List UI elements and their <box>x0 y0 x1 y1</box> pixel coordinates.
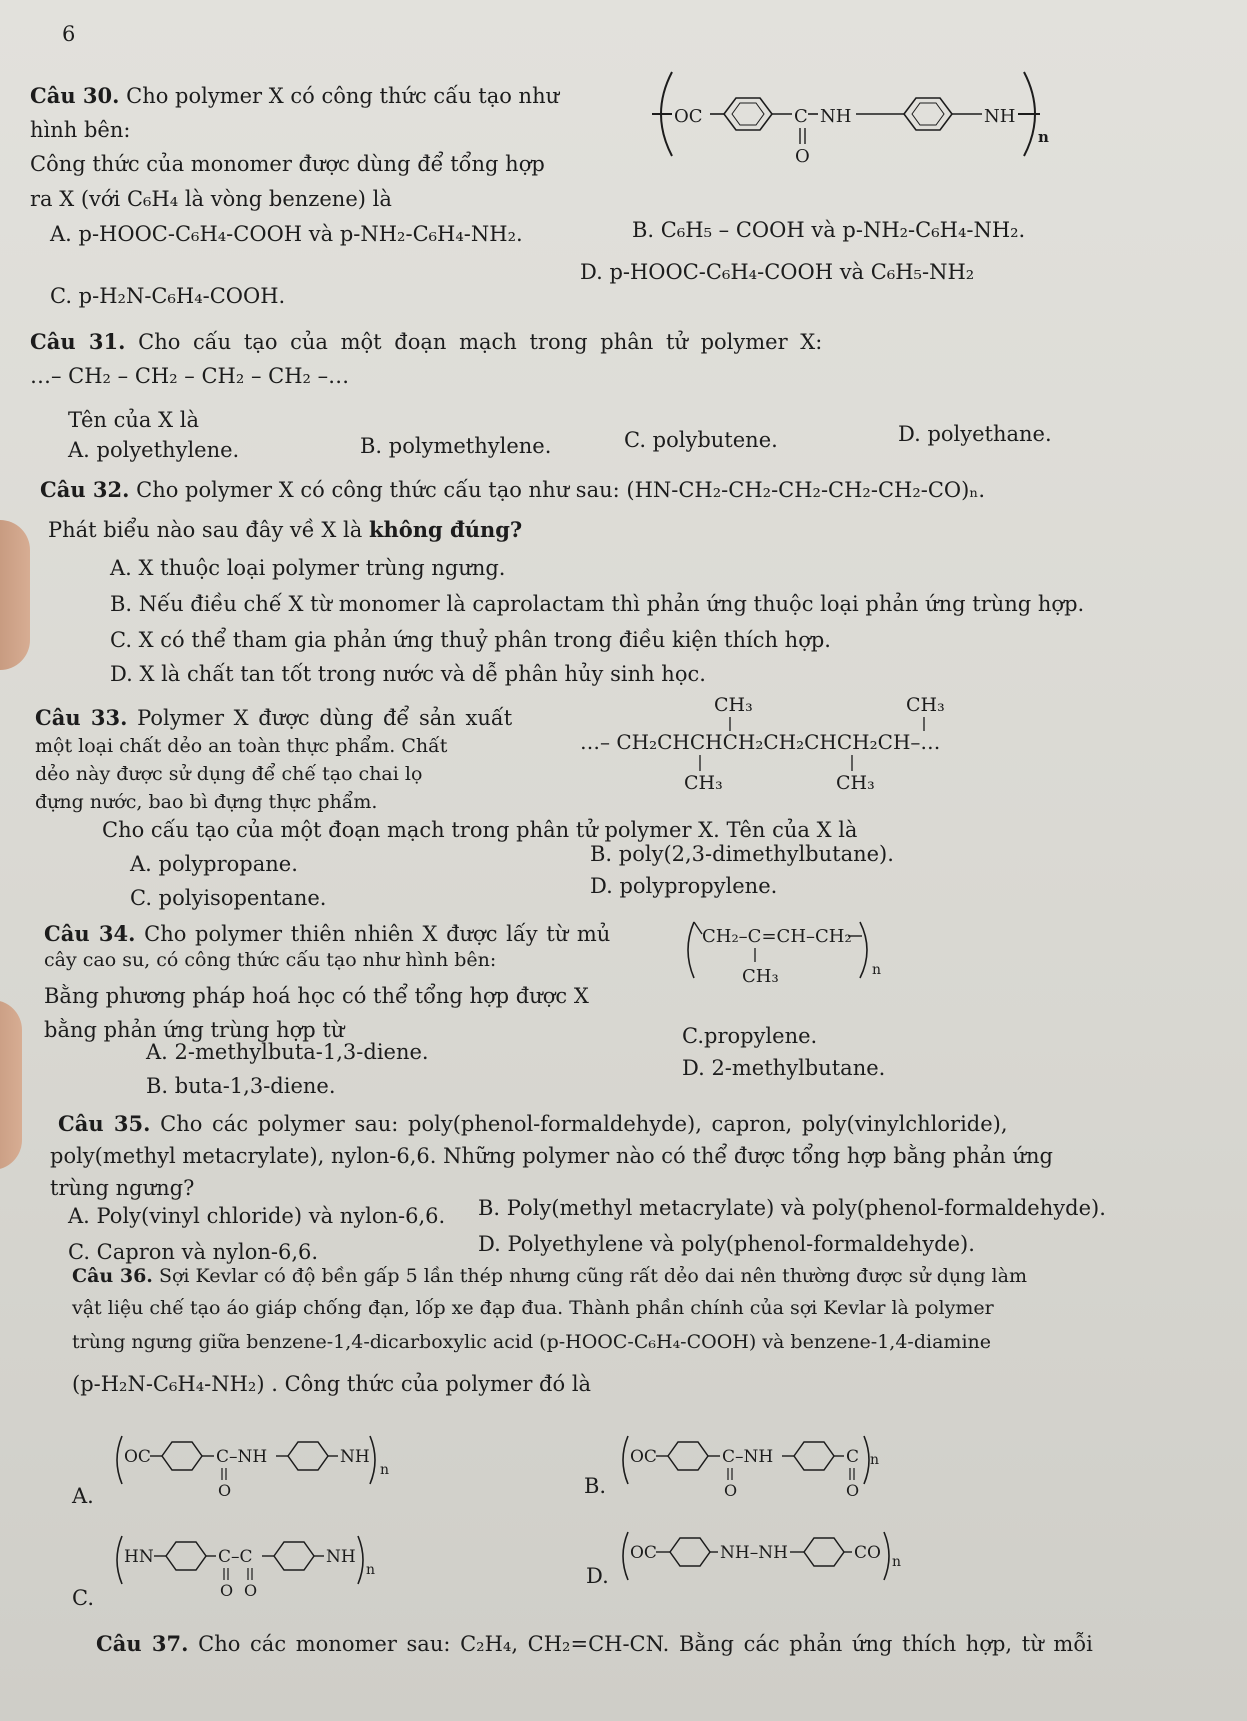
benzene-ring-icon <box>274 1542 314 1570</box>
subscript-n: n <box>892 1554 902 1570</box>
q34-option-d[interactable]: D. 2-methylbutane. <box>682 1056 886 1080</box>
q32-option-d[interactable]: D. X là chất tan tốt trong nước và dễ phân hủy sinh học. <box>110 662 706 686</box>
group-label: OC <box>124 1447 151 1467</box>
q36-option-d-letter[interactable]: D. <box>586 1564 609 1588</box>
formula-q30 <box>642 52 1082 177</box>
q36-option-b-formula[interactable] <box>614 1420 954 1510</box>
formula-q34 <box>680 910 910 1000</box>
q33-option-d[interactable]: D. polypropylene. <box>590 874 778 898</box>
question-31: Câu 31. Cho cấu tạo của một đoạn mạch trong phân tử polymer X: <box>30 329 823 354</box>
q33-option-b[interactable]: B. poly(2,3-dimethylbutane). <box>590 842 894 866</box>
q36-option-b-letter[interactable]: B. <box>584 1474 607 1498</box>
question-30-line1: Câu 30. Cho polymer X có công thức cấu tạo như <box>30 83 560 108</box>
question-34-line1: Câu 34. Cho polymer thiên nhiên X được lấy từ mủ <box>44 921 611 946</box>
question-33-line4: đựng nước, bao bì đựng thực phẩm. <box>35 791 378 813</box>
group-label: HN <box>124 1547 154 1567</box>
carbonyl-o: O <box>220 1581 234 1600</box>
question-34-line3: Bằng phương pháp hoá học có thể tổng hợp được X <box>44 984 589 1008</box>
question-30-line4: ra X (với C₆H₄ là vòng benzene) là <box>30 187 392 211</box>
ch3-label: CH₃ <box>684 772 723 794</box>
q32-option-c[interactable]: C. X có thể tham gia phản ứng thuỷ phân trong điều kiện thích hợp. <box>110 628 831 652</box>
group-label: OC <box>630 1543 657 1563</box>
q35-option-b[interactable]: B. Poly(methyl metacrylate) và poly(phenol-formaldehyde). <box>478 1196 1106 1220</box>
finger <box>0 1000 22 1170</box>
q31-option-d[interactable]: D. polyethane. <box>898 422 1052 446</box>
q31-option-c[interactable]: C. polybutene. <box>624 428 778 452</box>
q33-question: Cho cấu tạo của một đoạn mạch trong phân tử polymer X. Tên của X là <box>102 818 858 842</box>
subscript-n: n <box>872 962 882 978</box>
question-37: Câu 37. Cho các monomer sau: C₂H₄, CH₂=CH-CN. Bằng các phản ứng thích hợp, từ mỗi <box>96 1631 1093 1656</box>
group-label: C–NH <box>722 1447 774 1467</box>
question-36-line3: trùng ngưng giữa benzene-1,4-dicarboxylic acid (p-HOOC-C₆H₄-COOH) và benzene-1,4-diamine <box>72 1331 991 1353</box>
question-33-line2: một loại chất dẻo an toàn thực phẩm. Chất <box>35 735 448 757</box>
ch3-label: CH₃ <box>836 772 875 794</box>
carbonyl-c: C <box>794 106 808 127</box>
group-label: C–C <box>218 1547 253 1567</box>
q36-option-c-letter[interactable]: C. <box>72 1586 94 1610</box>
q34-option-a[interactable]: A. 2-methylbuta-1,3-diene. <box>146 1040 429 1064</box>
q33-option-c[interactable]: C. polyisopentane. <box>130 886 327 910</box>
q31-option-b[interactable]: B. polymethylene. <box>360 434 552 458</box>
group-label: NH <box>340 1447 370 1467</box>
benzene-ring-icon <box>166 1542 206 1570</box>
question-30-line2: hình bên: <box>30 118 131 142</box>
question-35-line2: poly(methyl metacrylate), nylon-6,6. Những polymer nào có thể được tổng hợp bằng phản ứng <box>50 1144 1053 1168</box>
subscript-n: n <box>1038 128 1049 146</box>
subscript-n: n <box>380 1462 390 1478</box>
q30-option-b[interactable]: B. C₆H₅ – COOH và p-NH₂-C₆H₄-NH₂. <box>632 218 1026 242</box>
q31-chain-formula: …– CH₂ – CH₂ – CH₂ – CH₂ –… <box>30 364 350 388</box>
formula-q33 <box>580 685 1000 800</box>
nh-label: NH <box>984 106 1016 127</box>
q32-question: Phát biểu nào sau đây về X là không đúng? <box>48 517 523 542</box>
benzene-ring-icon <box>288 1442 328 1470</box>
finger <box>0 520 30 670</box>
ch3-label: CH₃ <box>906 694 945 716</box>
group-label: NH–NH <box>720 1543 788 1563</box>
q35-option-a[interactable]: A. Poly(vinyl chloride) và nylon-6,6. <box>68 1204 446 1228</box>
group-label: CO <box>854 1543 881 1563</box>
question-36-line2: vật liệu chế tạo áo giáp chống đạn, lốp xe đạp đua. Thành phần chính của sợi Kevlar là polymer <box>72 1297 994 1319</box>
q35-option-d[interactable]: D. Polyethylene và poly(phenol-formaldehyde). <box>478 1232 975 1256</box>
q30-option-c[interactable]: C. p-H₂N-C₆H₄-COOH. <box>50 284 286 308</box>
q32-formula: (HN-CH₂-CH₂-CH₂-CH₂-CH₂-CO)ₙ. <box>626 478 986 502</box>
question-34-line2: cây cao su, có công thức cấu tạo như hình bên: <box>44 949 497 971</box>
question-36-line4: (p-H₂N-C₆H₄-NH₂) . Công thức của polymer đó là <box>72 1372 592 1396</box>
question-33-line3: dẻo này được sử dụng để chế tạo chai lọ <box>35 763 423 785</box>
page-number: 6 <box>62 22 76 46</box>
benzene-ring-icon <box>670 1538 710 1566</box>
group-label: C–NH <box>216 1447 268 1467</box>
question-30-line3: Công thức của monomer được dùng để tổng hợp <box>30 152 545 176</box>
carbonyl-o: O <box>795 146 810 167</box>
carbonyl-o: O <box>218 1481 232 1500</box>
ch3-label: CH₃ <box>714 694 753 716</box>
nh-label: NH <box>820 106 852 127</box>
question-33-line1: Câu 33. Polymer X được dùng để sản xuất <box>35 705 513 730</box>
q32-option-b[interactable]: B. Nếu điều chế X từ monomer là caprolactam thì phản ứng thuộc loại phản ứng trùng hợp. <box>110 592 1085 616</box>
oc-label: OC <box>674 106 703 127</box>
carbonyl-o: O <box>846 1481 860 1500</box>
q33-option-a[interactable]: A. polypropane. <box>130 852 298 876</box>
subscript-n: n <box>366 1562 376 1578</box>
group-label: C <box>846 1447 860 1467</box>
question-36-line1: Câu 36. Sợi Kevlar có độ bền gấp 5 lần thép nhưng cũng rất dẻo dai nên thường được sử dụng làm <box>72 1265 1027 1287</box>
carbonyl-o: O <box>244 1581 258 1600</box>
q32-option-a[interactable]: A. X thuộc loại polymer trùng ngưng. <box>110 556 506 580</box>
group-label: OC <box>630 1447 657 1467</box>
q31-option-a[interactable]: A. polyethylene. <box>68 438 240 462</box>
carbonyl-o: O <box>724 1481 738 1500</box>
main-chain: CH₂–C=CH–CH₂ <box>702 926 852 947</box>
ch3-label: CH₃ <box>742 966 779 987</box>
main-chain: …– CH₂CHCHCH₂CH₂CHCH₂CH–… <box>580 730 941 754</box>
q36-option-c-formula[interactable] <box>108 1520 448 1610</box>
question-34-line4: bằng phản ứng trùng hợp từ <box>44 1018 345 1042</box>
q35-option-c[interactable]: C. Capron và nylon-6,6. <box>68 1240 319 1264</box>
question-35-line1: Câu 35. Cho các polymer sau: poly(phenol-formaldehyde), capron, poly(vinylchloride), <box>58 1111 1008 1136</box>
group-label: NH <box>326 1547 356 1567</box>
q36-option-a-formula[interactable] <box>108 1420 448 1510</box>
subscript-n: n <box>870 1452 880 1468</box>
q34-option-c[interactable]: C.propylene. <box>682 1024 818 1048</box>
question-35-line3: trùng ngưng? <box>50 1176 195 1200</box>
question-32: Câu 32. Cho polymer X có công thức cấu tạo như sau: (HN-CH₂-CH₂-CH₂-CH₂-CH₂-CO)ₙ. <box>40 477 986 502</box>
q30-option-d[interactable]: D. p-HOOC-C₆H₄-COOH và C₆H₅-NH₂ <box>580 260 975 284</box>
q36-option-a-letter[interactable]: A. <box>72 1484 94 1508</box>
q36-option-d-formula[interactable] <box>614 1516 954 1596</box>
q31-question: Tên của X là <box>68 408 199 432</box>
q30-option-a[interactable]: A. p-HOOC-C₆H₄-COOH và p-NH₂-C₆H₄-NH₂. <box>50 222 523 246</box>
q34-option-b[interactable]: B. buta-1,3-diene. <box>146 1074 336 1098</box>
benzene-ring-icon <box>794 1442 834 1470</box>
benzene-ring-icon <box>668 1442 708 1470</box>
benzene-ring-icon <box>162 1442 202 1470</box>
benzene-ring-icon <box>804 1538 844 1566</box>
